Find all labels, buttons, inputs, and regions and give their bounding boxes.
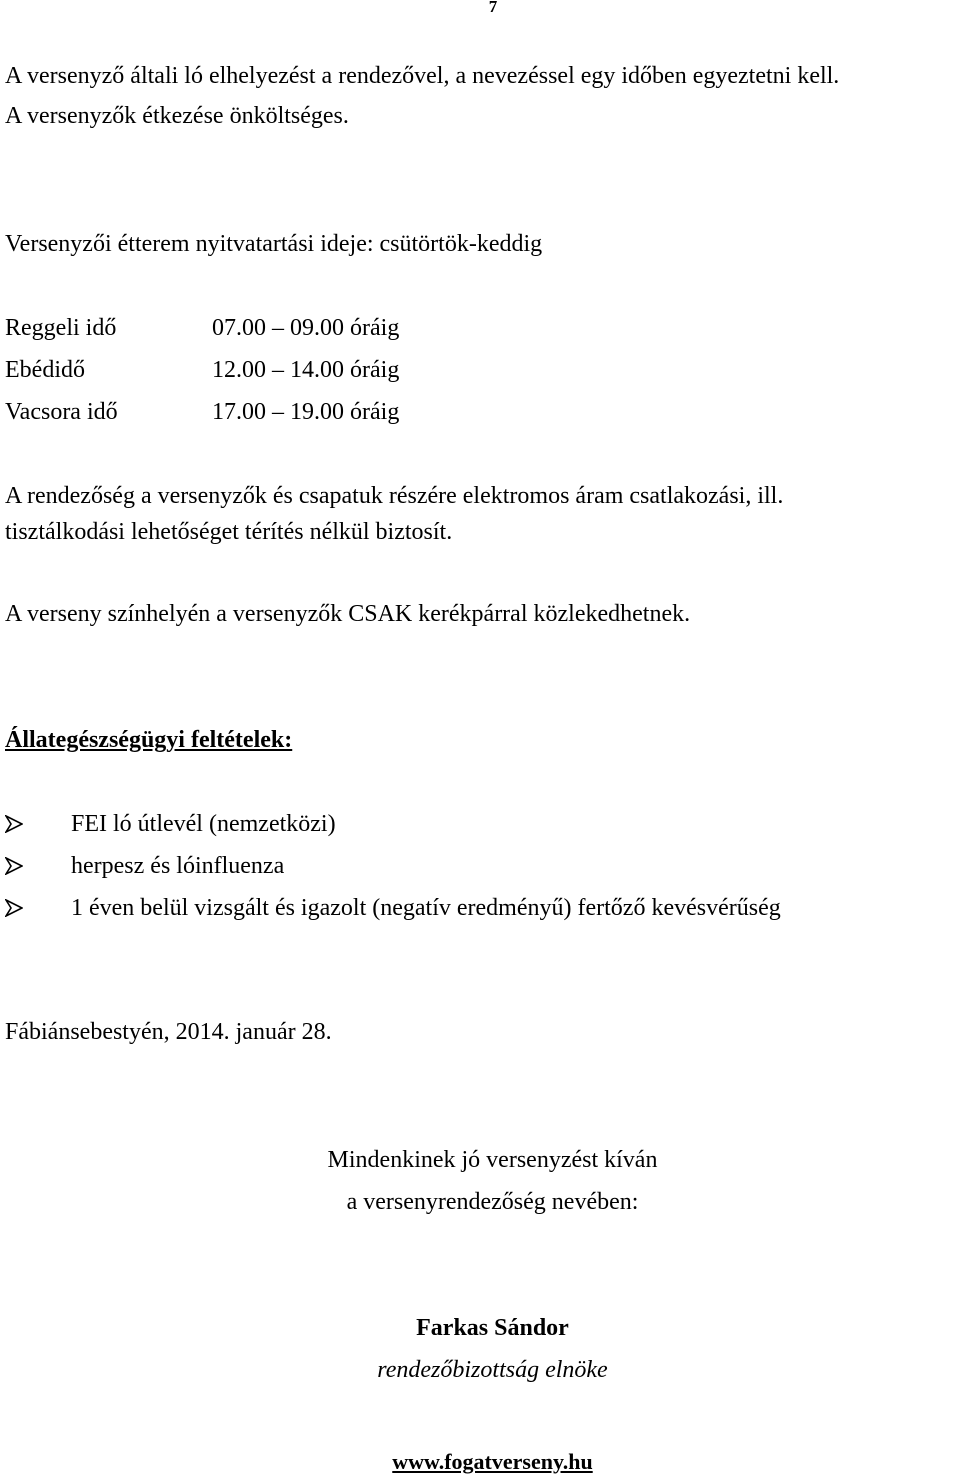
place-date: Fábiánsebestyén, 2014. január 28. [5,1019,332,1045]
closing-line-1: Mindenkinek jó versenyzést kíván [327,1147,658,1173]
meal-label-dinner: Vacsora idő [5,399,118,425]
page-number: 7 [488,0,498,16]
veterinary-item-1: FEI ló útlevél (nemzetközi) [71,811,336,837]
meal-label-breakfast: Reggeli idő [5,315,117,341]
arrowhead-bullet-icon [5,899,23,917]
meal-time-dinner: 17.00 – 19.00 óráig [212,399,400,425]
veterinary-item-2: herpesz és lóinfluenza [71,853,285,879]
meal-time-breakfast: 07.00 – 09.00 óráig [212,315,400,341]
website-link[interactable]: www.fogatverseny.hu [392,1449,593,1474]
restaurant-hours-title: Versenyzői étterem nyitvatartási ideje: csütörtök-keddig [5,231,543,257]
arrowhead-bullet-icon [5,815,23,833]
meal-time-lunch: 12.00 – 14.00 óráig [212,357,400,383]
bicycle-notice: A verseny színhelyén a versenyzők CSAK kerékpárral közlekedhetnek. [5,601,691,627]
list-item [5,854,284,878]
facilities-line-1: A rendezőség a versenyzők és csapatuk részére elektromos áram csatlakozási, ill. [5,483,784,509]
veterinary-heading: Állategészségügyi feltételek: [5,727,293,753]
meal-label-lunch: Ebédidő [5,357,85,383]
list-item [5,812,336,836]
arrowhead-bullet-icon [5,857,23,875]
intro-line-1: A versenyző általi ló elhelyezést a rendezővel, a nevezéssel egy időben egyeztetni kell. [5,63,840,89]
intro-line-2: A versenyzők étkezése önköltséges. [5,103,349,129]
signer-title: rendezőbizottság elnöke [377,1357,608,1383]
closing-line-2: a versenyrendezőség nevében: [346,1189,639,1215]
signer-name: Farkas Sándor [416,1315,569,1341]
veterinary-item-3: 1 éven belül vizsgált és igazolt (negatív eredményű) fertőző kevésvérűség [71,895,781,921]
facilities-line-2: tisztálkodási lehetőséget térítés nélkül biztosít. [5,519,453,545]
list-item [5,896,781,920]
